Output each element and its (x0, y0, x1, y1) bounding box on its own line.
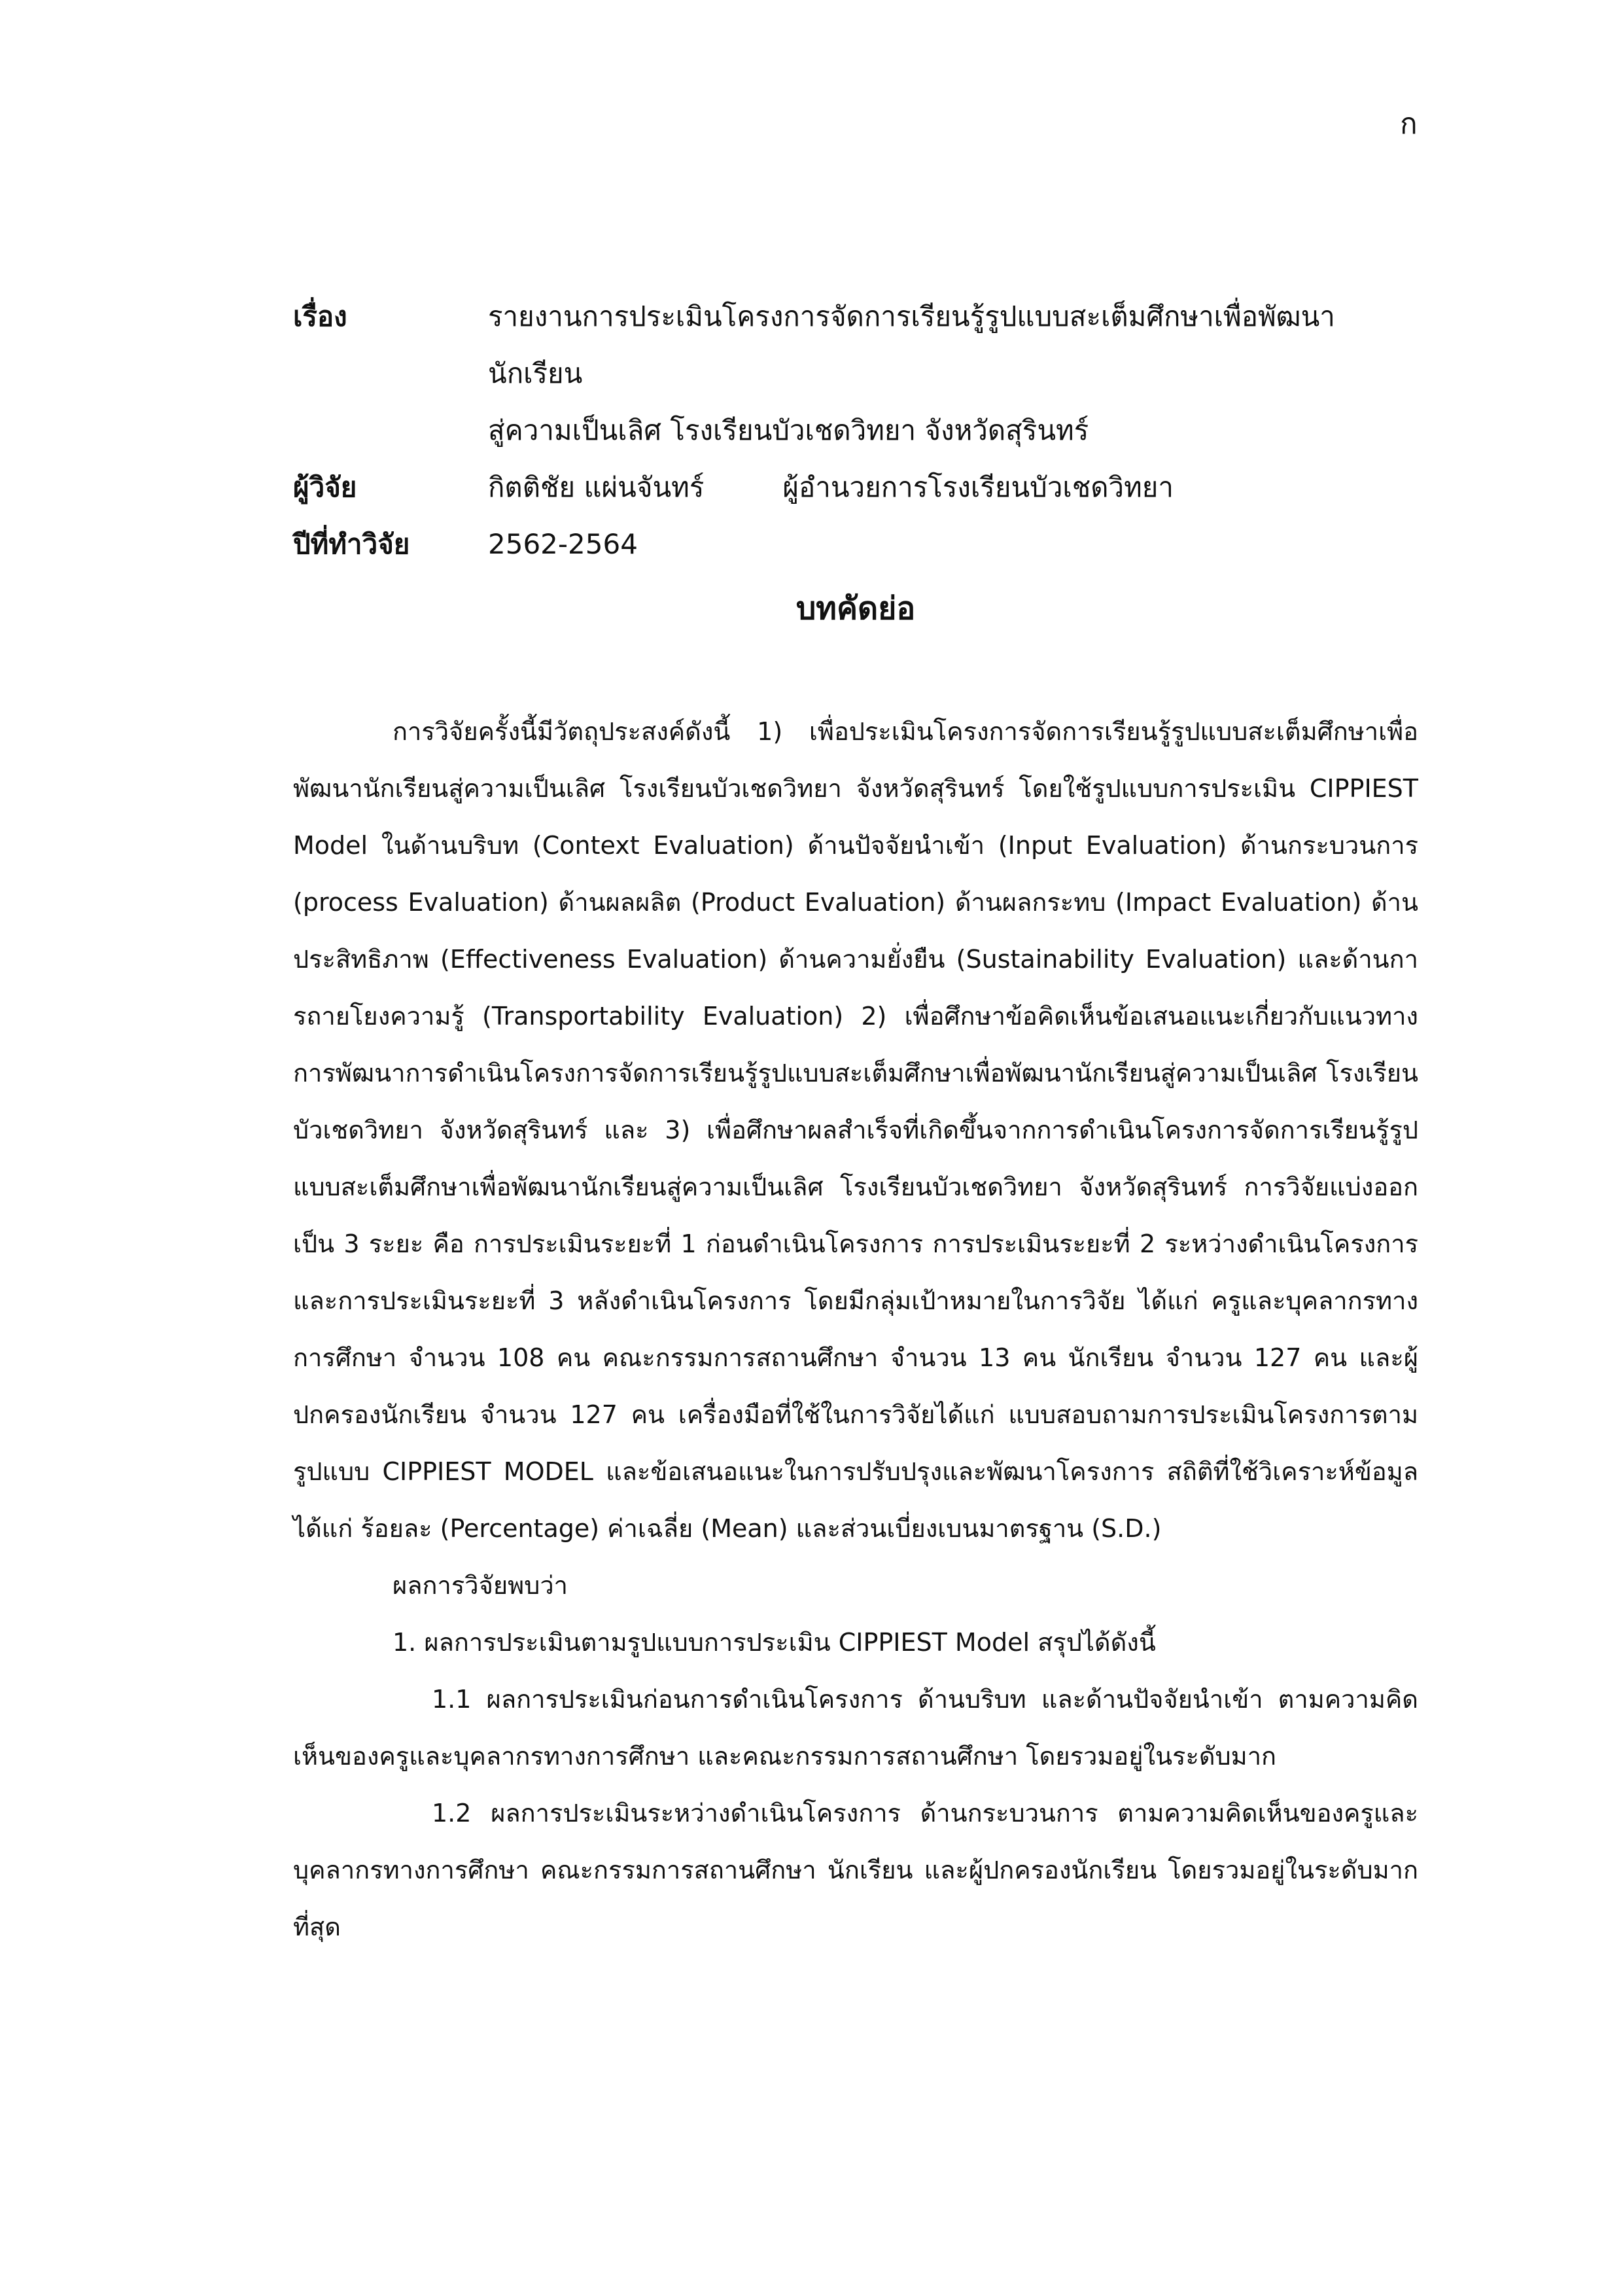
topic-line-1: รายงานการประเมินโครงการจัดการเรียนรู้รูปแบบสะเต็มศึกษาเพื่อพัฒนานักเรียน (488, 300, 1335, 389)
researcher-name: กิตติชัย แผ่นจันทร์ (488, 471, 705, 503)
year-row (293, 516, 1418, 573)
researcher-position: ผู้อำนวยการโรงเรียนบัวเชดวิทยา (782, 471, 1174, 503)
topic-line-2: สู่ความเป็นเลิศ โรงเรียนบัวเชดวิทยา จังหวัดสุรินทร์ (488, 414, 1089, 446)
researcher-label: ผู้วิจัย (293, 471, 357, 503)
year-label: ปีที่ทำวิจัย (293, 528, 410, 560)
topic-value (488, 288, 1418, 459)
year-value: 2562-2564 (488, 528, 638, 560)
paragraph-finding-1: 1. ผลการประเมินตามรูปแบบการประเมิน CIPPIEST Model สรุปได้ดังนี้ (393, 1628, 1156, 1657)
abstract-body (293, 703, 1418, 1956)
researcher-value (488, 459, 1418, 516)
page-number: ก (1400, 107, 1418, 141)
paragraph-finding-1-1: 1.1 ผลการประเมินก่อนการดำเนินโครงการ ด้านบริบท และด้านปัจจัยนำเข้า ตามความคิดเห็นของครูและบุคลากรทางการศึกษา และคณะกรรมการสถานศึกษา โดยรวมอยู่ในระดับมาก (293, 1685, 1418, 1771)
researcher-row (293, 459, 1418, 516)
report-metadata (293, 288, 1418, 573)
paragraph-finding-1-2: 1.2 ผลการประเมินระหว่างดำเนินโครงการ ด้านกระบวนการ ตามความคิดเห็นของครูและบุคลากรทางการศึกษา คณะกรรมการสถานศึกษา นักเรียน และผู้ปกครองนักเรียน โดยรวมอยู่ในระดับมากที่สุด (293, 1799, 1418, 1941)
paragraph-objectives: การวิจัยครั้งนี้มีวัตถุประสงค์ดังนี้ 1) เพื่อประเมินโครงการจัดการเรียนรู้รูปแบบสะเต็มศึกษาเพื่อพัฒนานักเรียนสู่ความเป็นเลิศ โรงเรียนบัวเชดวิทยา จังหวัดสุรินทร์ โดยใช้รูปแบบการประเมิน CIPPIEST Model ในด้านบริบท (Context Evaluation) ด้านปัจจัยนำเข้า (Input Evaluation) ด้านกระบวนการ (process Evaluation) ด้านผลผลิต (Product Evaluation) ด้านผลกระทบ (Impact Evaluation) ด้านประสิทธิภาพ (Effectiveness Evaluation) ด้านความยั่งยืน (Sustainability Evaluation) และด้านการถายโยงความรู้ (Transportability Evaluation) 2) เพื่อศึกษาข้อคิดเห็นข้อเสนอแนะเกี่ยวกับแนวทางการพัฒนาการดำเนินโครงการจัดการเรียนรู้รูปแบบสะเต็มศึกษาเพื่อพัฒนานักเรียนสู่ความเป็นเลิศ โรงเรียนบัวเชดวิทยา จังหวัดสุรินทร์ และ 3) เพื่อศึกษาผลสำเร็จที่เกิดขึ้นจากการดำเนินโครงการจัดการเรียนรู้รูปแบบสะเต็มศึกษาเพื่อพัฒนานักเรียนสู่ความเป็นเลิศ โรงเรียนบัวเชดวิทยา จังหวัดสุรินทร์ การวิจัยแบ่งออกเป็น 3 ระยะ คือ การประเมินระยะที่ 1 ก่อนดำเนินโครงการ การประเมินระยะที่ 2 ระหว่างดำเนินโครงการ และการประเมินระยะที่ 3 หลังดำเนินโครงการ โดยมีกลุ่มเป้าหมายในการวิจัย ได้แก่ ครูและบุคลากรทาง การศึกษา จำนวน 108 คน คณะกรรมการสถานศึกษา จำนวน 13 คน นักเรียน จำนวน 127 คน และผู้ปกครองนักเรียน จำนวน 127 คน เครื่องมือที่ใช้ในการวิจัยได้แก่ แบบสอบถามการประเมินโครงการตามรูปแบบ CIPPIEST MODEL และข้อเสนอแนะในการปรับปรุงและพัฒนาโครงการ สถิติที่ใช้วิเคราะห์ข้อมูล ได้แก่ ร้อยละ (Percentage) ค่าเฉลี่ย (Mean) และส่วนเบี่ยงเบนมาตรฐาน (S.D.) (293, 717, 1418, 1543)
paragraph-findings-intro: ผลการวิจัยพบว่า (393, 1571, 568, 1600)
topic-label: เรื่อง (293, 300, 347, 332)
abstract-title: บทคัดย่อ (795, 590, 916, 627)
topic-row (293, 288, 1418, 459)
